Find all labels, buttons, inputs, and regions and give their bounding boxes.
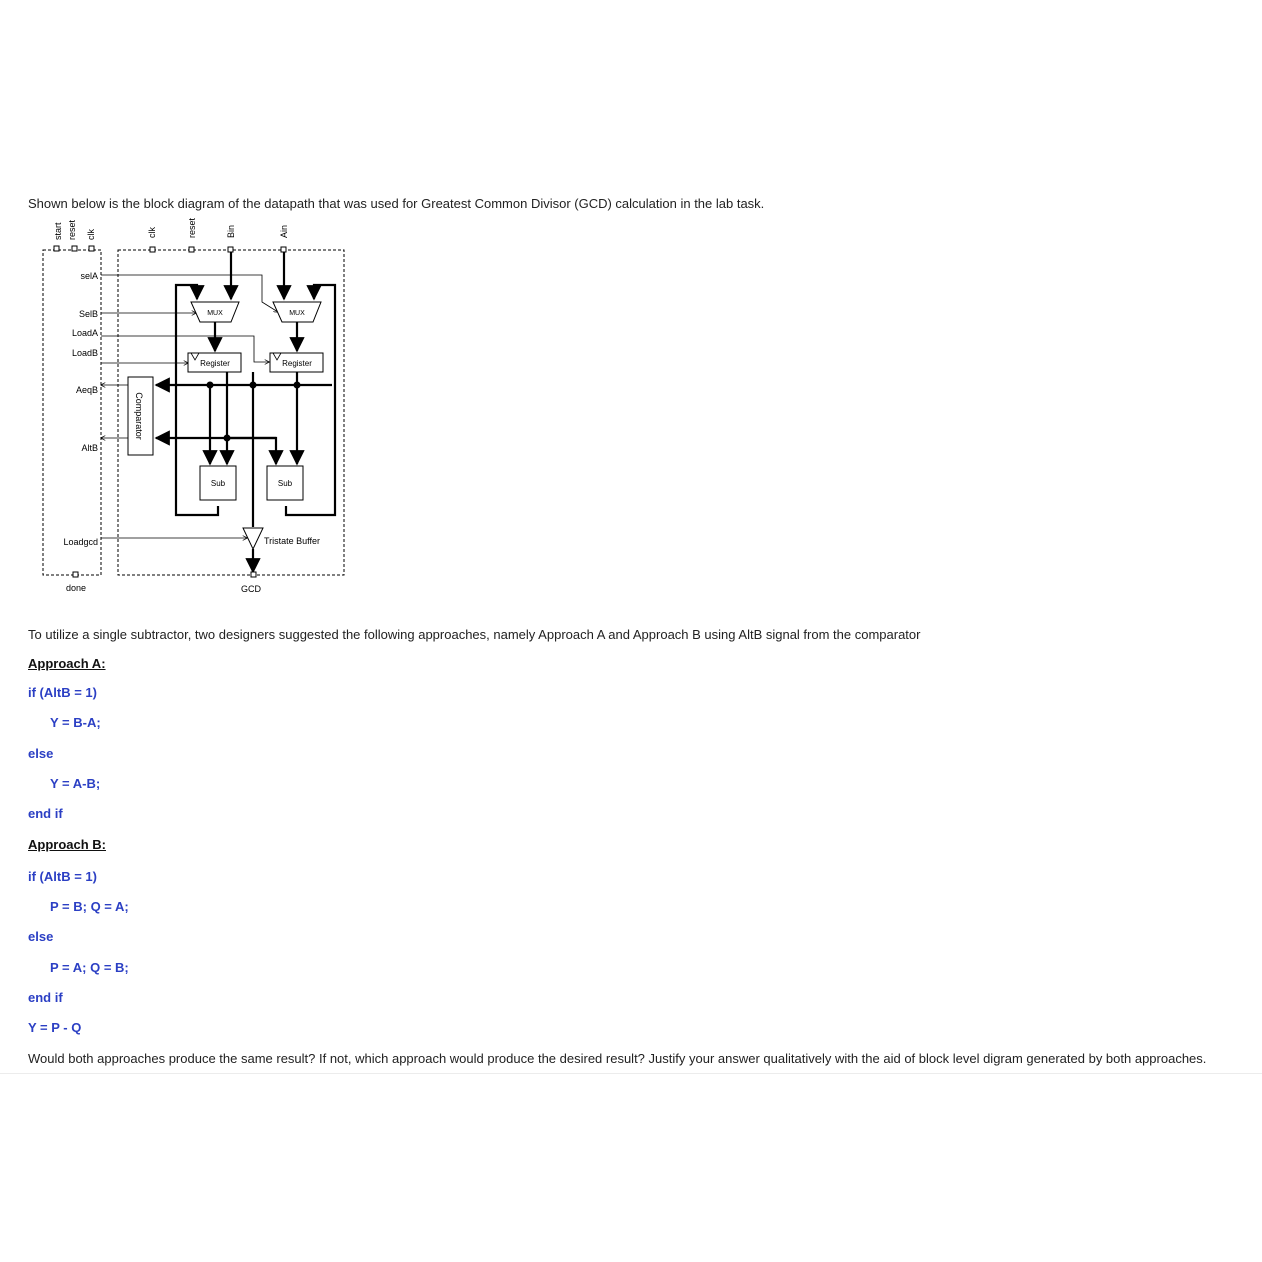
port-clk-dp [150, 247, 155, 252]
label-clk-dp: clk [147, 227, 157, 238]
controller-boundary [43, 250, 101, 575]
tristate-label: Tristate Buffer [264, 536, 321, 546]
label-LoadB: LoadB [71, 348, 98, 358]
junction-dot [250, 382, 257, 389]
register-left-label: Register [200, 359, 230, 368]
label-LoadA: LoadA [71, 328, 98, 338]
divider [0, 1073, 1262, 1074]
approach-a-line: end if [28, 806, 63, 821]
sub-left-label: Sub [210, 479, 226, 488]
label-reset-dp: reset [187, 217, 197, 238]
label-Loadgcd: Loadgcd [63, 537, 98, 547]
approach-b-line: if (AltB = 1) [28, 869, 97, 884]
junction-dot [294, 382, 301, 389]
label-done: done [65, 583, 87, 593]
port-done [73, 572, 78, 577]
tristate-buffer [243, 528, 263, 549]
label-AltB: AltB [81, 443, 98, 453]
port-bin [228, 247, 233, 252]
label-AeqB: AeqB [75, 385, 98, 395]
label-start: start [53, 222, 63, 240]
port-reset-dp [189, 247, 194, 252]
approach-a-line: Y = B-A; [50, 715, 101, 730]
approach-b-line: P = A; Q = B; [50, 960, 129, 975]
approaches-intro: To utilize a single subtractor, two designers suggested the following approaches, namely Approach A and Approach B using AltB signal from the comparator [28, 627, 921, 642]
label-reset-ctrl: reset [67, 219, 77, 240]
label-bin: Bin [226, 224, 236, 238]
mux-left-label: MUX [207, 310, 223, 317]
junction-dot [224, 435, 231, 442]
label-selA: selA [80, 271, 98, 281]
label-ain: Ain [279, 224, 289, 238]
label-SelB: SelB [78, 309, 98, 319]
question-text: Would both approaches produce the same result? If not, which approach would produce the desired result? Justify your answer qualitatively with the aid of block level digram generated by both approaches. [28, 1051, 1207, 1066]
approach-b-line: P = B; Q = A; [50, 899, 129, 914]
approach-a-heading: Approach A: [28, 656, 106, 671]
approach-a-line: else [28, 746, 54, 761]
approach-b-line: else [28, 929, 54, 944]
approach-b-heading: Approach B: [28, 837, 106, 852]
approach-b-line: end if [28, 990, 63, 1005]
port-reset-ctrl [72, 246, 77, 251]
port-start [54, 246, 59, 251]
junction-dot [207, 382, 214, 389]
comparator-label: Comparator [134, 392, 144, 440]
port-ain [281, 247, 286, 252]
label-clk-ctrl: clk [86, 229, 96, 240]
register-right-label: Register [282, 359, 312, 368]
approach-a-line: if (AltB = 1) [28, 685, 97, 700]
port-gcd [251, 572, 256, 577]
label-gcd: GCD [241, 584, 261, 594]
approach-a-line: Y = A-B; [50, 776, 101, 791]
port-clk-ctrl [89, 246, 94, 251]
sub-right-label: Sub [277, 479, 293, 488]
gcd-datapath-diagram [20, 210, 350, 600]
approach-b-line: Y = P - Q [28, 1020, 82, 1035]
mux-right-label: MUX [289, 310, 305, 317]
intro-text: Shown below is the block diagram of the datapath that was used for Greatest Common Divisor (GCD) calculation in the lab task. [28, 196, 765, 211]
